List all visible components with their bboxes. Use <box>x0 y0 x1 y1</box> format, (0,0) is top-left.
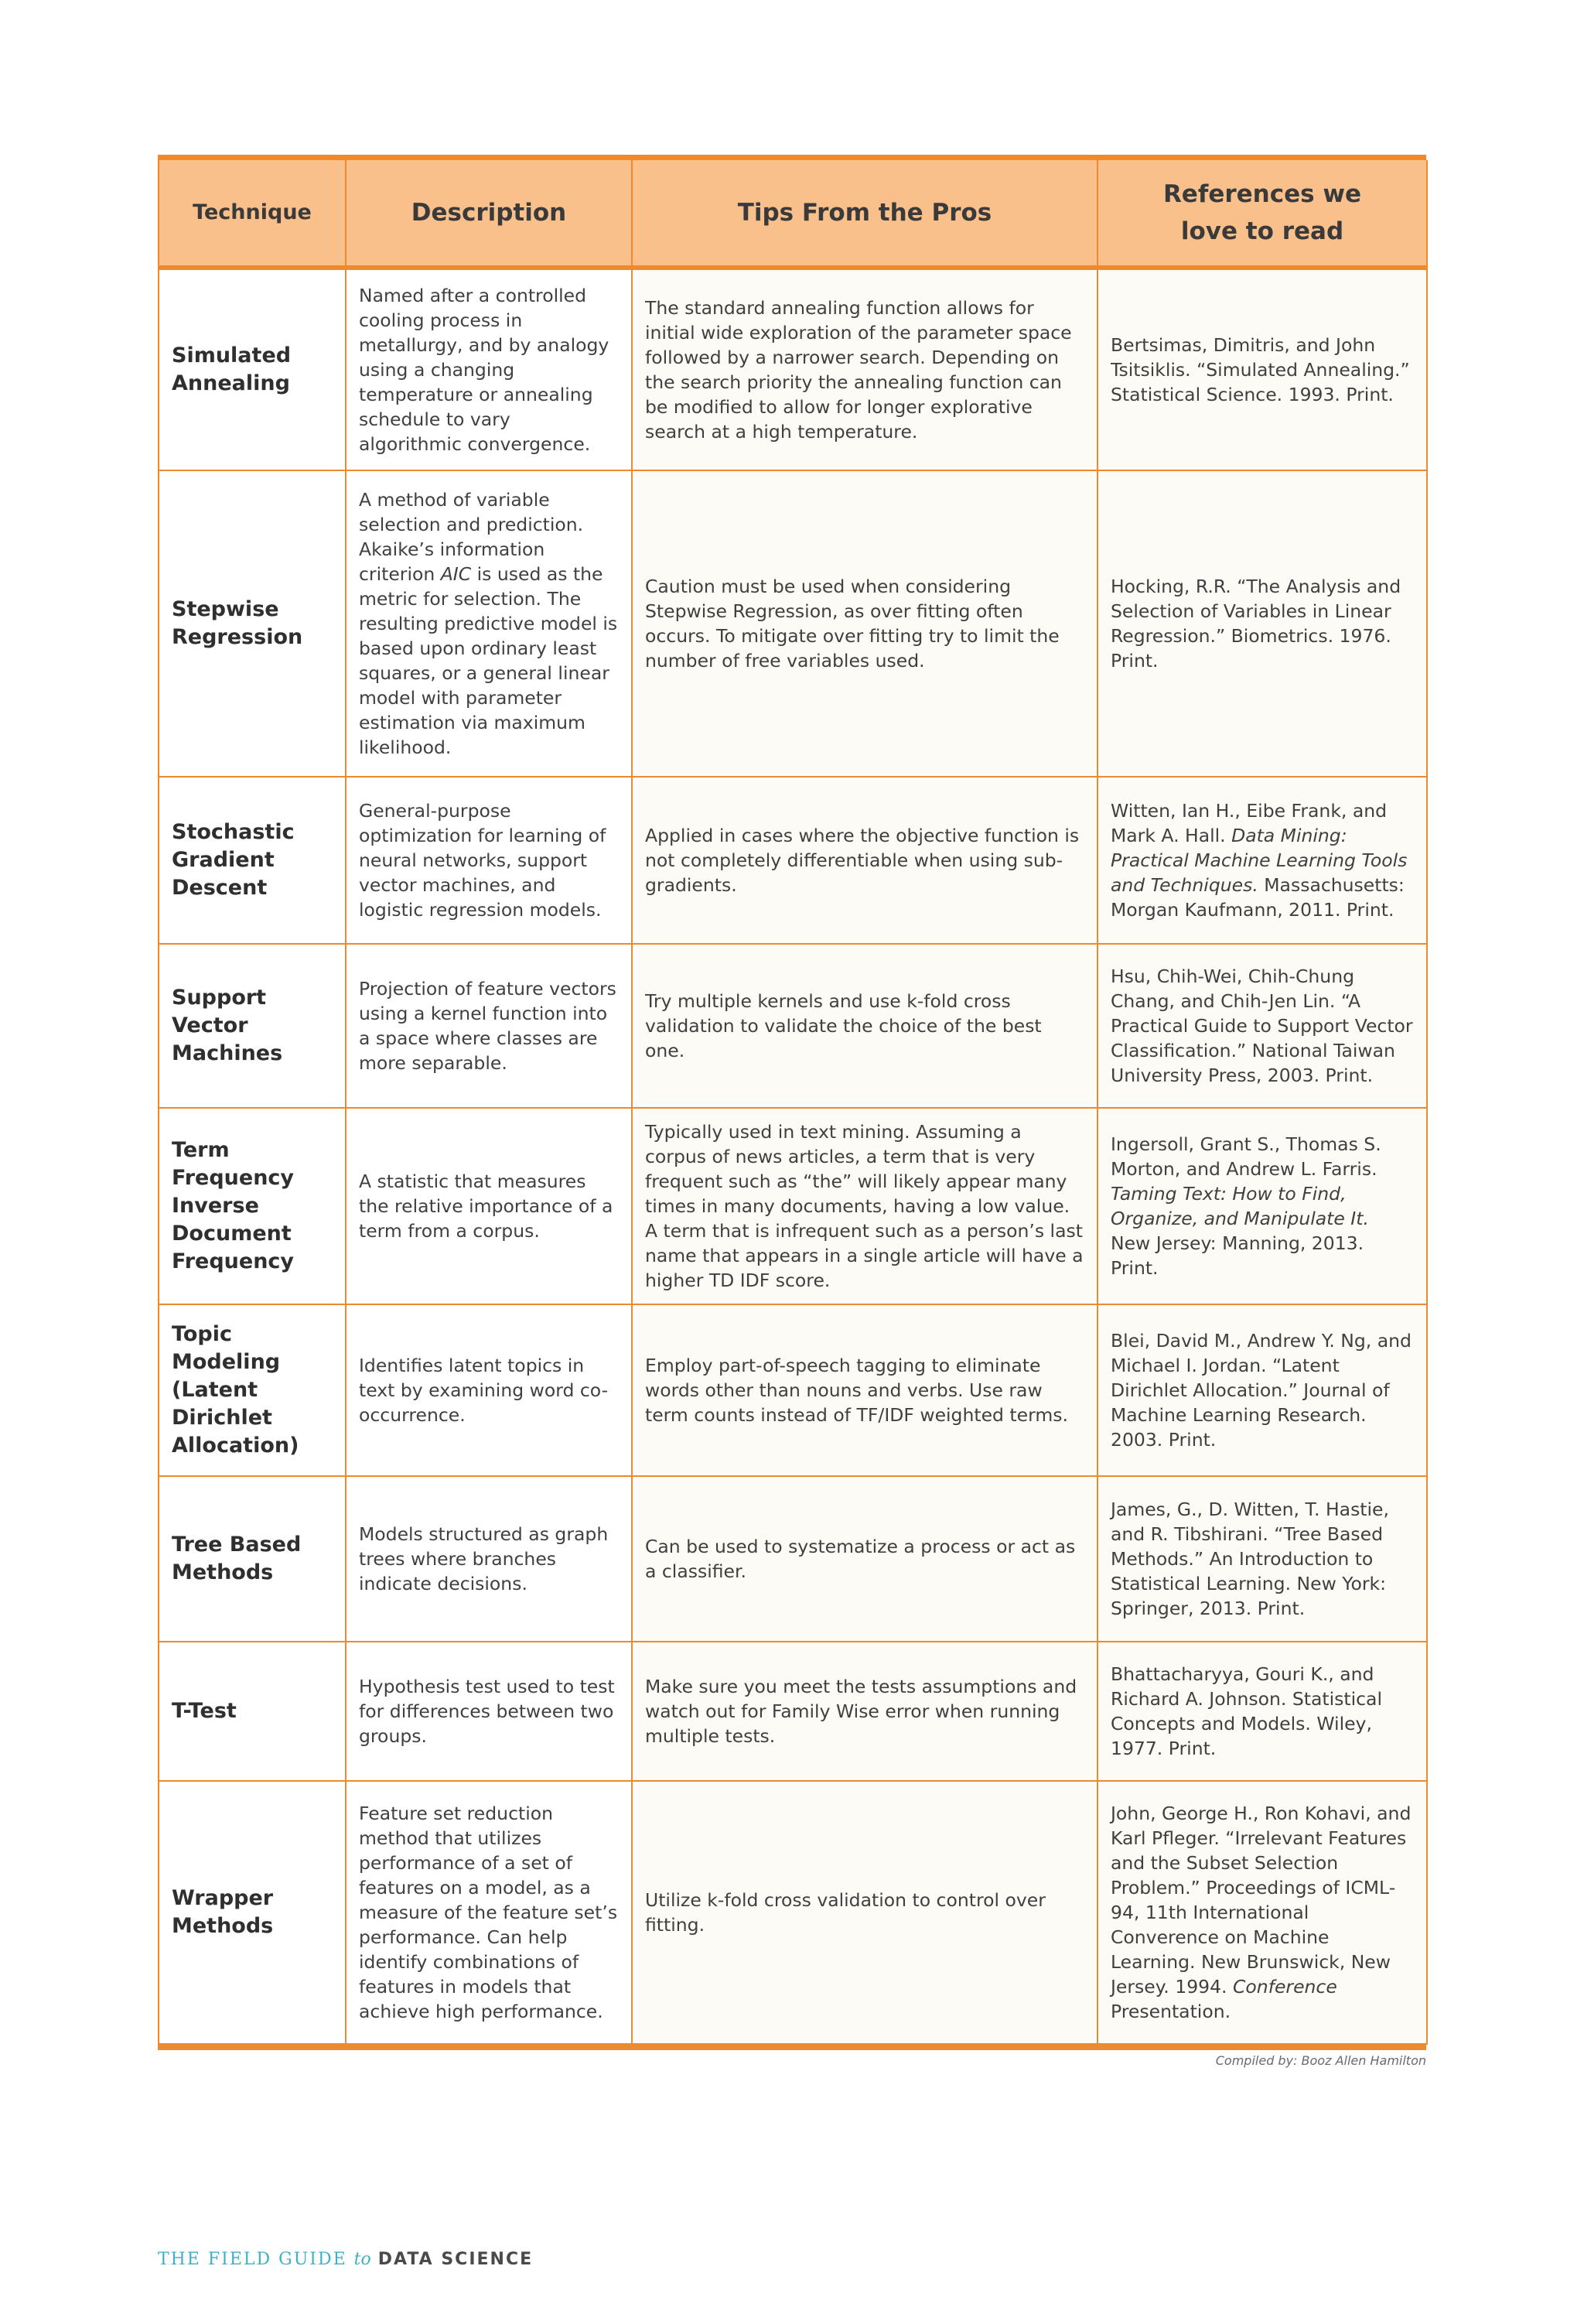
tips-cell: Employ part-of-speech tagging to eliminate words other than nouns and verbs. Use raw term counts instead of TF/IDF weighted terms. <box>632 1304 1098 1476</box>
description-cell: Named after a controlled cooling process in metallurgy, and by analogy using a changing temperature or annealing schedule to vary algorithmic convergence. <box>346 268 632 470</box>
technique-name-line: Machines <box>172 1041 283 1065</box>
tips-cell: The standard annealing function allows for initial wide exploration of the parameter space followed by a narrower search. Depending on the search priority the annealing function can be modified to allow for longer explorative search at a high temperature. <box>632 268 1098 470</box>
technique-name-line: Term <box>172 1138 230 1162</box>
header-tips: Tips From the Pros <box>632 160 1098 268</box>
technique-name-line: Methods <box>172 1560 274 1584</box>
text-segment: Hocking, R.R. “The Analysis and Selection of Variables in Linear Regression.” Biometrics. 1976. Print. <box>1111 576 1401 672</box>
technique-name-line: Tree Based <box>172 1533 302 1557</box>
technique-cell <box>159 1476 346 1642</box>
table-row <box>159 944 1427 1108</box>
technique-name-line: (Latent <box>172 1378 258 1402</box>
reference-cell <box>1098 1476 1427 1642</box>
text-segment: is used as the metric for selection. The resulting predictive model is based upon ordinary least squares, or a general linear model with parameter estimation via maximum likelihood. <box>359 563 618 758</box>
tips-cell: Make sure you meet the tests assumptions and watch out for Family Wise error when running multiple tests. <box>632 1642 1098 1781</box>
table-row <box>159 470 1427 777</box>
reference-cell <box>1098 470 1427 777</box>
technique-name-line: Descent <box>172 876 268 900</box>
reference-cell <box>1098 944 1427 1108</box>
text-segment: New Jersey: Manning, 2013. Print. <box>1111 1232 1364 1279</box>
technique-name-line: Support Vector <box>172 986 267 1037</box>
text-segment: James, G., D. Witten, T. Hastie, and R. Tibshirani. “Tree Based Methods.” An Introduction to Statistical Learning. New York: Springer, 2013. Print. <box>1111 1499 1389 1619</box>
table-row <box>159 1642 1427 1781</box>
technique-cell <box>159 944 346 1108</box>
header-references-line1: References we <box>1162 180 1362 208</box>
table-row <box>159 1781 1427 2044</box>
table-row <box>159 1108 1427 1304</box>
text-segment: Hsu, Chih-Wei, Chih-Chung Chang, and Chih-Jen Lin. “A Practical Guide to Support Vector Classification.” National Taiwan University Press, 2003. Print. <box>1111 965 1413 1086</box>
technique-name-line: Gradient <box>172 848 275 872</box>
techniques-table <box>158 160 1428 2045</box>
description-cell: Feature set reduction method that utilizes performance of a set of features on a model, as a measure of the feature set’s performance. Can help identify combinations of features in models that achieve high performance. <box>346 1781 632 2044</box>
header-references <box>1098 160 1427 268</box>
tips-cell: Typically used in text mining. Assuming a corpus of news articles, a term that is very frequent such as “the” will likely appear many times in many documents, having a low value. A term that is infrequent such as a person’s last name that appears in a single article will have a higher TD IDF score. <box>632 1108 1098 1304</box>
text-segment: Blei, David M., Andrew Y. Ng, and Michael I. Jordan. “Latent Dirichlet Allocation.” Journal of Machine Learning Research. 2003. Print. <box>1111 1330 1412 1451</box>
text-segment: Presentation. <box>1111 2001 1231 2022</box>
table-header-row <box>159 160 1427 268</box>
technique-cell <box>159 1108 346 1304</box>
text-segment: Bertsimas, Dimitris, and John Tsitsiklis. “Simulated Annealing.” Statistical Science. 1993. Print. <box>1111 334 1410 405</box>
technique-name-line: Frequency <box>172 1166 295 1190</box>
description-cell: Projection of feature vectors using a kernel function into a space where classes are more separable. <box>346 944 632 1108</box>
technique-cell <box>159 470 346 777</box>
technique-name-line: T-Test <box>172 1699 237 1723</box>
header-references-line2: love to read <box>1180 217 1344 245</box>
technique-name-line: Wrapper <box>172 1886 274 1910</box>
tips-cell: Caution must be used when considering Stepwise Regression, as over fitting often occurs. To mitigate over fitting try to limit the number of free variables used. <box>632 470 1098 777</box>
reference-cell <box>1098 1642 1427 1781</box>
technique-name-line: Inverse <box>172 1194 259 1218</box>
italic-text: Data Mining: Practical Machine Learning Tools and Techniques. <box>1111 825 1408 896</box>
description-cell <box>346 470 632 777</box>
reference-cell <box>1098 268 1427 470</box>
technique-name-line: Stepwise <box>172 597 279 621</box>
technique-name-line: Regression <box>172 625 303 649</box>
table-row <box>159 268 1427 470</box>
reference-cell <box>1098 1781 1427 2044</box>
table-body <box>159 268 1427 2044</box>
italic-text: AIC <box>440 563 472 585</box>
technique-cell <box>159 1304 346 1476</box>
reference-cell <box>1098 1304 1427 1476</box>
technique-name-line: Dirichlet <box>172 1406 272 1430</box>
footer-to: to <box>353 2250 371 2269</box>
description-cell: General-purpose optimization for learning of neural networks, support vector machines, and logistic regression models. <box>346 777 632 944</box>
header-technique: Technique <box>159 160 346 268</box>
description-cell: A statistic that measures the relative importance of a term from a corpus. <box>346 1108 632 1304</box>
tips-cell: Can be used to systematize a process or act as a classifier. <box>632 1476 1098 1642</box>
tips-cell: Applied in cases where the objective function is not completely differentiable when using sub-gradients. <box>632 777 1098 944</box>
header-description: Description <box>346 160 632 268</box>
description-cell: Hypothesis test used to test for differences between two groups. <box>346 1642 632 1781</box>
technique-name-line: Methods <box>172 1914 274 1938</box>
tips-cell: Try multiple kernels and use k-fold cross validation to validate the choice of the best one. <box>632 944 1098 1108</box>
technique-cell <box>159 1781 346 2044</box>
technique-name-line: Topic Modeling <box>172 1322 281 1374</box>
techniques-table-wrapper <box>158 155 1426 2050</box>
compiled-by-credit: Compiled by: Booz Allen Hamilton <box>1215 2053 1426 2068</box>
technique-name-line: Allocation) <box>172 1434 299 1458</box>
text-segment: Massachusetts: Morgan Kaufmann, 2011. Print. <box>1111 874 1405 921</box>
technique-cell <box>159 1642 346 1781</box>
table-row <box>159 777 1427 944</box>
tips-cell: Utilize k-fold cross validation to control over fitting. <box>632 1781 1098 2044</box>
table-row <box>159 1304 1427 1476</box>
italic-text: Taming Text: How to Find, Organize, and Manipulate It. <box>1111 1183 1369 1229</box>
reference-cell <box>1098 1108 1427 1304</box>
text-segment: Ingersoll, Grant S., Thomas S. Morton, and Andrew L. Farris. <box>1111 1133 1381 1180</box>
italic-text: Conference <box>1233 1976 1337 1998</box>
description-cell: Models structured as graph trees where branches indicate decisions. <box>346 1476 632 1642</box>
text-segment: Bhattacharyya, Gouri K., and Richard A. Johnson. Statistical Concepts and Models. Wiley, 1977. Print. <box>1111 1663 1382 1759</box>
technique-name-line: Frequency <box>172 1249 295 1273</box>
technique-cell <box>159 777 346 944</box>
text-segment: Witten, Ian H., Eibe Frank, and Mark A. Hall. <box>1111 800 1388 846</box>
technique-name-line: Simulated <box>172 343 292 367</box>
technique-name-line: Stochastic <box>172 820 295 844</box>
table-row <box>159 1476 1427 1642</box>
technique-name-line: Document <box>172 1222 292 1246</box>
text-segment: A method of variable selection and prediction. Akaike’s information criterion <box>359 489 584 585</box>
description-cell: Identifies latent topics in text by examining word co-occurrence. <box>346 1304 632 1476</box>
technique-name-line: Annealing <box>172 371 290 395</box>
technique-cell <box>159 268 346 470</box>
text-segment: John, George H., Ron Kohavi, and Karl Pfleger. “Irrelevant Features and the Subset Selection Problem.” Proceedings of ICML-94, 11th International Converence on Machine Learning. New Brunswick, New Jersey. 1994. <box>1111 1803 1412 1998</box>
page-footer <box>158 2250 533 2269</box>
footer-data-science: DATA SCIENCE <box>377 2250 534 2269</box>
footer-field-guide: THE FIELD GUIDE <box>158 2250 347 2269</box>
reference-cell <box>1098 777 1427 944</box>
